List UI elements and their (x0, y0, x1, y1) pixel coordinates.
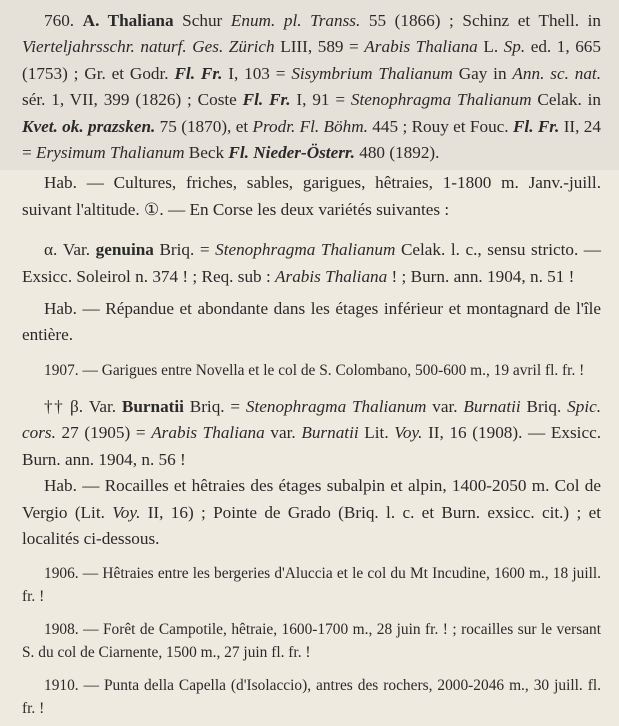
text: 445 ; Rouy et Fouc. (367, 116, 513, 136)
var-beta-habitat (22, 473, 601, 552)
entry-number: 760. (44, 11, 75, 30)
text: Briq. = (183, 396, 246, 416)
text: Lit. (358, 423, 395, 443)
citation: Fl. Fr. (512, 116, 560, 136)
citation: Fl. Fr. (242, 90, 291, 110)
synonym: Arabis Thaliana (275, 266, 388, 286)
citation: Sp. (503, 37, 526, 57)
text: 480 (1892). (354, 143, 440, 163)
text: 75 (1870), et (155, 116, 253, 136)
entry-760-header-block (0, 0, 619, 170)
variety-marker: α. Var. (44, 240, 96, 260)
text: var. (264, 423, 302, 443)
citation: Spic. cors. (22, 396, 602, 443)
species-name: A. Thaliana (82, 11, 174, 30)
text: Briq. = (153, 240, 216, 260)
variety-name: genuina (95, 240, 154, 260)
text: 55 (1866) ; Schinz et Thell. in (360, 11, 601, 30)
citation: Fl. Nieder-Österr. (228, 143, 355, 163)
text: ! ; Burn. ann. 1904, n. 51 ! (387, 266, 575, 286)
citation: Prodr. Fl. Böhm. (252, 116, 368, 136)
citation: Voy. (112, 502, 141, 522)
text: sér. 1, VII, 399 (1826) ; Coste (22, 90, 243, 110)
entry-760-habitat: Hab. — Cultures, friches, sables, garigues, hêtraies, 1-1800 m. Janv.-juill. suivant l'altitude. ①. — En Corse les deux variétés suivantes : (22, 173, 601, 219)
synonym: Stenophragma Thalianum (215, 240, 396, 260)
synonym: Erysimum Thalianum (36, 143, 185, 163)
text: II, 16 (1908). — Exsicc. Burn. ann. 1904, n. 56 ! (22, 423, 601, 469)
text: ed. 1, 665 (1753) ; Gr. et Godr. (22, 37, 601, 83)
var-alpha-observation: 1907. — Garigues entre Novella et le col de S. Colombano, 500-600 m., 19 avril fl. fr. ! (44, 361, 585, 379)
citation: Kvet. ok. prazsken. (22, 116, 156, 136)
var-beta-observation-1908: 1908. — Forêt de Campotile, hêtraie, 1600-1700 m., 28 juin fr. ! ; rocailles sur le versant S. du col de Ciarnente, 1500 m., 27 juin fl. fr. ! (22, 621, 601, 662)
text: Schur (173, 11, 231, 30)
text: L. (477, 37, 504, 57)
citation: Fl. Fr. (174, 63, 223, 83)
text: Beck (184, 143, 229, 163)
synonym: Arabis Thaliana (364, 37, 478, 57)
text: I, 103 = (222, 63, 292, 83)
text: var. (426, 396, 464, 416)
var-beta-observation-1906: 1906. — Hêtraies entre les bergeries d'Aluccia et le col du Mt Incudine, 1600 m., 18 juill. fr. ! (22, 565, 601, 606)
synonym: Stenophragma Thalianum (245, 396, 427, 416)
text: LIII, 589 = (274, 37, 365, 57)
synonym: Burnatii (301, 423, 359, 443)
text: I, 91 = (290, 90, 351, 110)
text: 27 (1905) = (55, 423, 152, 443)
text: II, 24 = (22, 116, 601, 163)
citation: Vierteljahrsschr. naturf. Ges. Zürich (22, 37, 275, 57)
var-beta-observation-1910: 1910. — Punta della Capella (d'Isolaccio), antres des rochers, 2000-2046 m., 30 juill. fl. fr. ! (22, 677, 601, 718)
citation: Enum. pl. Transs. (230, 11, 361, 30)
var-alpha-habitat: Hab. — Répandue et abondante dans les étages inférieur et montagnard de l'île entière. (22, 299, 601, 345)
synonym: Arabis Thaliana (151, 423, 265, 443)
citation: Voy. (394, 423, 423, 443)
variety-marker: †† β. Var. (44, 396, 122, 416)
text: Celak. l. c., sensu stricto. — Exsicc. Soleirol n. 374 ! ; Req. sub : (22, 240, 601, 286)
entry-760-synonymy (22, 8, 601, 166)
text: Gay in (452, 63, 513, 83)
variety-name: Burnatii (121, 396, 184, 416)
text: Celak. in (531, 90, 602, 110)
text: Hab. — Rocailles et hêtraies des étages subalpin et alpin, 1400-2050 m. Col de Vergio (Lit. (22, 476, 601, 522)
var-beta-synonymy (22, 394, 601, 473)
synonym: Sisymbrium Thalianum (291, 63, 453, 83)
citation: Ann. sc. nat. (512, 63, 601, 83)
synonym: Stenophragma Thalianum (350, 90, 532, 110)
var-alpha-synonymy (22, 237, 601, 290)
text: Briq. (520, 396, 568, 416)
synonym: Burnatii (463, 396, 521, 416)
text: II, 16) ; Pointe de Grado (Briq. l. c. et Burn. exsicc. cit.) ; et localités ci-dessous. (22, 502, 601, 548)
